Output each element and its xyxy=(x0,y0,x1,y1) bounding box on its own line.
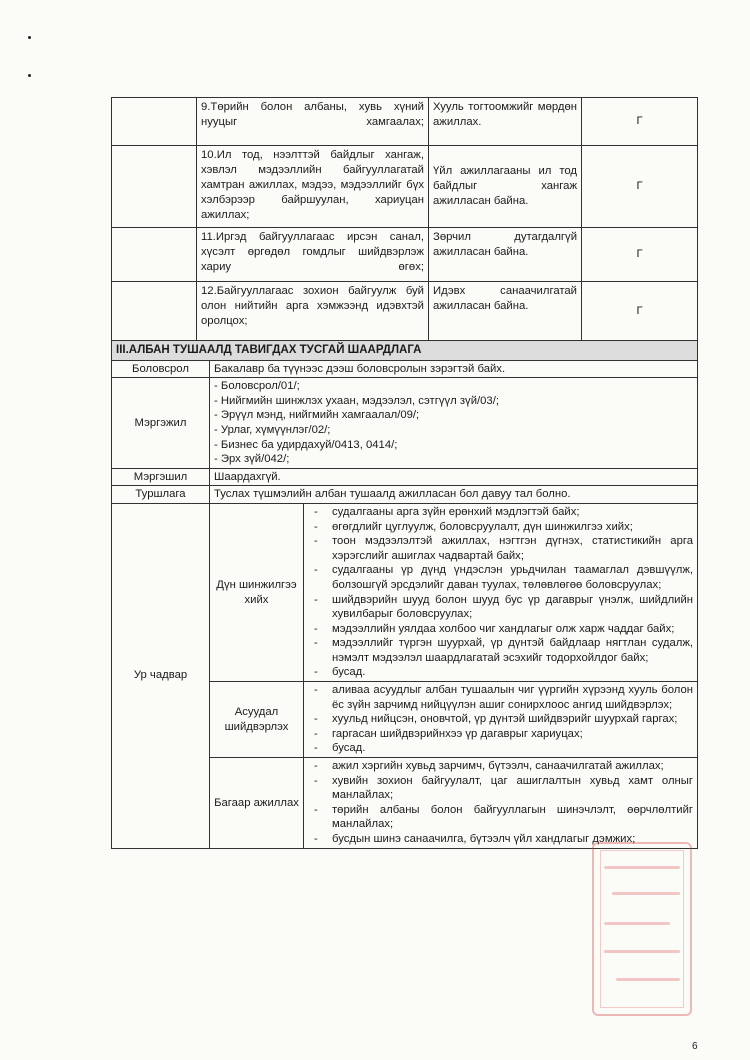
competency-items xyxy=(304,758,698,849)
list-item: - гаргасан шийдвэрийнхээ үр дагаврыг хариуцах; xyxy=(308,727,693,742)
section-title: III.АЛБАН ТУШААЛД ТАВИГДАХ ТУСГАЙ ШААРДЛАГА xyxy=(112,341,698,361)
official-stamp xyxy=(592,842,692,1016)
margin-dot xyxy=(28,74,31,77)
grade-cell: Г xyxy=(582,98,698,146)
list-item: - Бизнес ба удирдахуй/0413, 0414/; xyxy=(214,438,398,451)
duty-text: 10.Ил тод, нээлттэй байдлыг хангаж, хэвлэл мэдээллийн байгууллагатай хамтран ажиллах, мэдээ, мэдээллийг бүх хэлбэрээр байршуулан, хариуцан ажиллах; xyxy=(197,146,429,228)
education-value: Бакалавр ба түүнээс дээш боловсролын зэрэгтэй байх. xyxy=(210,360,698,378)
grade-cell: Г xyxy=(582,228,698,282)
table-row xyxy=(112,360,698,378)
table-row xyxy=(112,146,698,228)
list-item: - бусдын шинэ санаачилга, бүтээлч үйл хандлагыг дэмжих; xyxy=(308,832,693,847)
result-text: Хууль тогтоомжийг мөрдөн ажиллах. xyxy=(429,98,582,146)
result-text: Үйл ажиллагааны ил тод байдлыг хангаж ажилласан байна. xyxy=(429,146,582,228)
experience-label: Туршлага xyxy=(112,486,210,504)
competency-group-name: Дүн шинжилгээ хийх xyxy=(210,503,304,681)
specialization-value: Шаардахгүй. xyxy=(210,468,698,486)
table-row xyxy=(112,282,698,341)
competency-group-name: Асуудал шийдвэрлэх xyxy=(210,682,304,758)
list-item: - Урлаг, хүмүүнлэг/02/; xyxy=(214,423,331,436)
result-text: Зөрчил дутагдалгүй ажилласан байна. xyxy=(429,228,582,282)
list-item: - судалгааны үр дүнд үндэслэн урьдчилан таамаглал дэвшүүлж, болзошгүй эрсдэлийг даван туулах, төлөвлөгөө боловсруулах; xyxy=(308,563,693,592)
list-item: - судалгааны арга зүйн ерөнхий мэдлэгтэй байх; xyxy=(308,505,693,520)
profession-label: Мэргэжил xyxy=(112,378,210,469)
table-row xyxy=(112,341,698,361)
duty-text: 11.Иргэд байгууллагаас ирсэн санал, хүсэлт өргөдөл гомдлыг шийдвэрлэж хариу өгөх; xyxy=(197,228,429,282)
list-item: - тоон мэдээлэлтэй ажиллах, нэгтгэн дүгнэх, статистикийн арга хэрэгслийг ашиглах чадвартай байх; xyxy=(308,534,693,563)
list-item: - ажил хэргийн хувьд зарчимч, бүтээлч, санаачилгатай ажиллах; xyxy=(308,759,693,774)
table-row xyxy=(112,486,698,504)
grade-cell: Г xyxy=(582,146,698,228)
list-item: - хувийн зохион байгуулалт, цаг ашиглалтын хувьд хамт олныг манлайлах; xyxy=(308,774,693,803)
table-row xyxy=(112,98,698,146)
table-row xyxy=(112,503,698,681)
experience-value: Туслах түшмэлийн албан тушаалд ажилласан бол давуу тал болно. xyxy=(210,486,698,504)
list-item: - хуульд нийцсэн, оновчтой, үр дүнтэй шийдвэрийг шуурхай гаргах; xyxy=(308,712,693,727)
result-text: Идэвх санаачилгатай ажилласан байна. xyxy=(429,282,582,341)
grade-cell: Г xyxy=(582,282,698,341)
list-item: - өгөгдлийг цуглуулж, боловсруулалт, дүн шинжилгээ хийх; xyxy=(308,520,693,535)
competency-items xyxy=(304,503,698,681)
list-item: - Нийгмийн шинжлэх ухаан, мэдээлэл, сэтгүүл зүй/03/; xyxy=(214,394,499,407)
education-label: Боловсрол xyxy=(112,360,210,378)
margin-dot xyxy=(28,36,31,39)
list-item: - мэдээллийг түргэн шуурхай, үр дүнтэй байдлаар нягтлан судалж, нэмэлт мэдээлэл шаардлагатай эсэхийг тодорхойлдог байх; xyxy=(308,636,693,665)
duty-text: 9.Төрийн болон албаны, хувь хүний нууцыг хамгаалах; xyxy=(197,98,429,146)
specialization-label: Мэргэшил xyxy=(112,468,210,486)
list-item: - бусад. xyxy=(308,741,693,756)
competency-group-name: Багаар ажиллах xyxy=(210,758,304,849)
list-item: - төрийн албаны болон байгууллагын шинэчлэлт, өөрчлөлтийг манлайлах; xyxy=(308,803,693,832)
competency-items xyxy=(304,682,698,758)
list-item: - мэдээллийн уялдаа холбоо чиг хандлагыг олж харж чаддаг байх; xyxy=(308,622,693,637)
list-item: - аливаа асуудлыг албан тушаалын чиг үүргийн хүрээнд хууль болон ёс зүйн зарчимд нийцүүлэн ашиг сонирхлоос ангид шийдвэрлэх; xyxy=(308,683,693,712)
page-number: 6 xyxy=(692,1041,698,1052)
duty-text: 12.Байгууллагаас зохион байгуулж буй олон нийтийн арга хэмжээнд идэвхтэй оролцох; xyxy=(197,282,429,341)
list-item: - шийдвэрийн шууд болон шууд бус үр дагаврыг үнэлж, шийдлийн хувилбарыг боловсруулах; xyxy=(308,593,693,622)
list-item: - Боловсрол/01/; xyxy=(214,380,300,393)
duties-table xyxy=(111,97,698,341)
list-item: - Эрүүл мэнд, нийгмийн хамгаалал/09/; xyxy=(214,409,420,422)
list-item: - бусад. xyxy=(308,665,693,680)
competency-label: Ур чадвар xyxy=(112,503,210,848)
list-item: - Эрх зүй/042/; xyxy=(214,453,290,466)
table-row xyxy=(112,228,698,282)
requirements-table xyxy=(111,340,698,849)
table-row xyxy=(112,468,698,486)
profession-list xyxy=(210,378,698,469)
table-row xyxy=(112,378,698,469)
